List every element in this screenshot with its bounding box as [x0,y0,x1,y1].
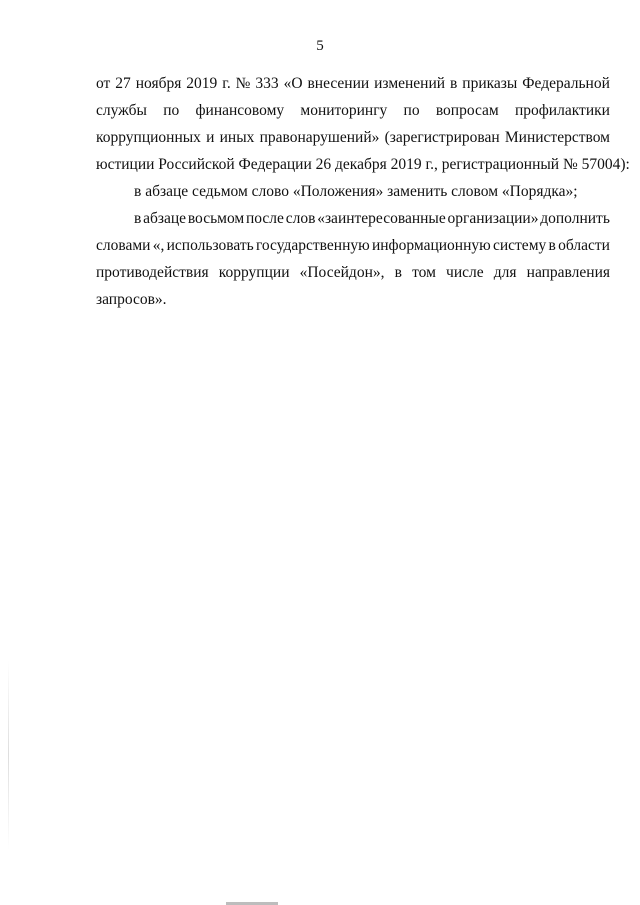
word: приказы [462,75,518,92]
word: «Посейдон», [299,264,385,281]
word: профилактики [514,102,610,119]
word: Федеральной [522,75,610,92]
word: 2019 [186,75,218,92]
word: направления [526,264,610,281]
word: по [403,102,420,119]
word: государственную [255,237,370,254]
word: абзаце [143,210,187,227]
word: вопросам [435,102,499,119]
word: информационную [371,237,491,254]
word: службы [96,102,147,119]
word: противодействия [96,264,209,281]
word: том [412,264,436,281]
word: «, [152,237,165,254]
text-line: запросов». [96,291,167,308]
word: в [394,264,402,281]
word: финансовому [195,102,285,119]
word: восьмом [187,210,245,227]
word: (зарегистрирован [384,129,500,146]
text-line: юстиции Российской Федерации 26 декабря 2019 г., регистрационный № 57004): [96,156,630,173]
text-line [96,263,610,283]
word: 27 [115,75,131,92]
word: коррупции [218,264,290,281]
word: № [235,75,251,92]
page-number: 5 [316,38,324,54]
word: использовать [166,237,254,254]
word: области [558,237,610,254]
word: и [206,129,215,146]
text-line [96,128,610,148]
word: иных [219,129,255,146]
word: слов [285,210,316,227]
word: в [134,210,142,227]
text-line [96,236,610,256]
text-line [96,74,610,94]
word: дополнить [540,210,610,227]
word: в [548,237,556,254]
word: от [96,75,111,92]
word: после [246,210,284,227]
word: мониторингу [300,102,388,119]
word: для [493,264,517,281]
word: правонарушений» [259,129,380,146]
word: 333 [255,75,279,92]
text-line: в абзаце седьмом слово «Положения» заменить словом «Порядка»; [134,183,578,200]
text-line [134,209,610,229]
word: изменений [374,75,446,92]
word: коррупционных [96,129,201,146]
word: словами [96,237,151,254]
word: «заинтересованные [317,210,446,227]
word: «О [283,75,303,92]
word: систему [492,237,547,254]
word: в [450,75,458,92]
word: числе [446,264,484,281]
word: ноября [135,75,182,92]
text-line [96,101,610,121]
scan-edge-artifact [8,660,9,850]
word: организации» [447,210,539,227]
word: по [163,102,180,119]
word: внесении [307,75,370,92]
word: Министерством [504,129,610,146]
word: г. [222,75,231,92]
